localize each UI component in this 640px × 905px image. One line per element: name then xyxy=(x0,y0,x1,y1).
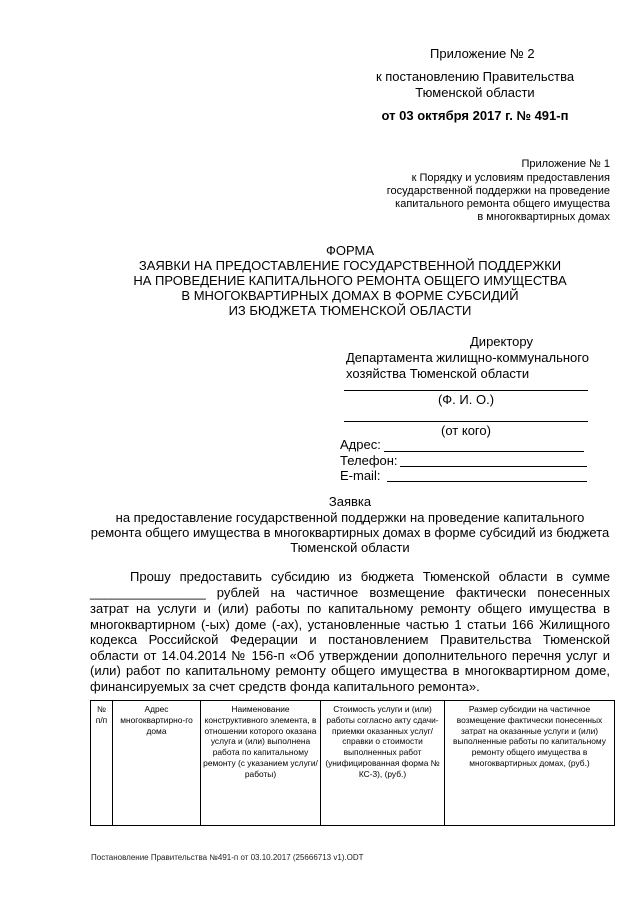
body-line-1: Прошу предоставить субсидию из бюджета Тюменской области в сумме xyxy=(130,569,610,584)
appendix-1-line: к Порядку и условиям предоставления xyxy=(411,172,610,184)
col-header-address: Адрес многоквартирно-го дома xyxy=(113,701,201,826)
decree-number: от 03 октября 2017 г. № 491-п xyxy=(381,108,569,123)
decree-line-1: к постановлению Правительства xyxy=(375,69,575,84)
application-subtitle: Тюменской области xyxy=(290,540,410,555)
application-title: Заявка xyxy=(328,494,372,509)
decree-line-2: Тюменской области xyxy=(415,85,535,100)
fio-hint: (Ф. И. О.) xyxy=(437,392,495,407)
application-subtitle: на предоставление государственной поддержки на проведение капитального xyxy=(115,510,585,525)
subsidy-table xyxy=(90,700,615,826)
email-label: E-mail: xyxy=(340,468,381,483)
form-title: НА ПРОВЕДЕНИЕ КАПИТАЛЬНОГО РЕМОНТА ОБЩЕГО ИМУЩЕСТВА xyxy=(133,273,567,288)
form-title: ЗАЯВКИ НА ПРЕДОСТАВЛЕНИЕ ГОСУДАРСТВЕННОЙ ПОДДЕРЖКИ xyxy=(138,258,562,273)
col-header-number: № п/п xyxy=(91,701,113,826)
appendix-1-line: в многоквартирных домах xyxy=(477,211,610,223)
address-label: Адрес: xyxy=(340,437,381,452)
form-title: В МНОГОКВАРТИРНЫХ ДОМАХ В ФОРМЕ СУБСИДИЙ xyxy=(181,288,519,303)
appendix-1-line: государственной поддержки на проведение xyxy=(386,185,610,197)
phone-label: Телефон: xyxy=(340,453,398,468)
table-header-row xyxy=(91,701,615,826)
document-footer: Постановление Правительства №491-п от 03.10.2017 (25666713 v1).ODT xyxy=(91,853,364,862)
form-title: ФОРМА xyxy=(325,243,375,258)
appendix-1-line: капитального ремонта общего имущества xyxy=(395,198,610,210)
body-paragraph: затрат на услуги и (или) работы по капитальному ремонту общего имущества в многоквартирном (-ых) доме (-ах), установленные частью 1 статьи 166 Жилищного кодекса Российской Федерации и постановлением Правительства Тюменской области от 14.04.2014 № 156-п «Об утверждении дополнительного перечня услуг и (или) работ по капитальному ремонту общего имущества в многоквартирном доме, финансируемых за счет средств фонда капитального ремонта». xyxy=(90,601,610,694)
addressee-dept-1: Департамента жилищно-коммунального xyxy=(346,350,589,365)
address-field[interactable] xyxy=(384,451,584,452)
body-line-2: ________________ рублей на частичное возмещение фактически понесенных xyxy=(90,585,610,600)
addressee-dept-2: хозяйства Тюменской области xyxy=(346,366,530,381)
from-hint: (от кого) xyxy=(441,423,491,438)
form-title: ИЗ БЮДЖЕТА ТЮМЕНСКОЙ ОБЛАСТИ xyxy=(228,303,472,318)
from-blank-line[interactable] xyxy=(344,421,588,422)
col-header-subsidy: Размер субсидии на частичное возмещение фактически понесенных затрат на оказанные услуги и (или) выполненные работы по капитальному ремонту общего имущества в многоквартирных домах, (руб.) xyxy=(445,701,615,826)
application-subtitle: ремонта общего имущества в многоквартирных домах в форме субсидий из бюджета xyxy=(90,525,610,540)
appendix-1-title: Приложение № 1 xyxy=(521,158,610,170)
col-header-element: Наименование конструктивного элемента, в отношении которого оказана услуга и (или) выполнена работа по капитальному ремонту (с указанием услуги/работы) xyxy=(201,701,321,826)
phone-field[interactable] xyxy=(400,466,587,467)
col-header-cost: Стоимость услуги и (или) работы согласно акту сдачи-приемки оказанных услуг/справки о стоимости выполненных работ (унифицированная форма № КС-3), (руб.) xyxy=(321,701,445,826)
appendix-2-title: Приложение № 2 xyxy=(430,46,535,61)
fio-blank-line[interactable] xyxy=(344,390,588,391)
email-field[interactable] xyxy=(387,481,587,482)
addressee-to: Директору xyxy=(470,334,533,349)
